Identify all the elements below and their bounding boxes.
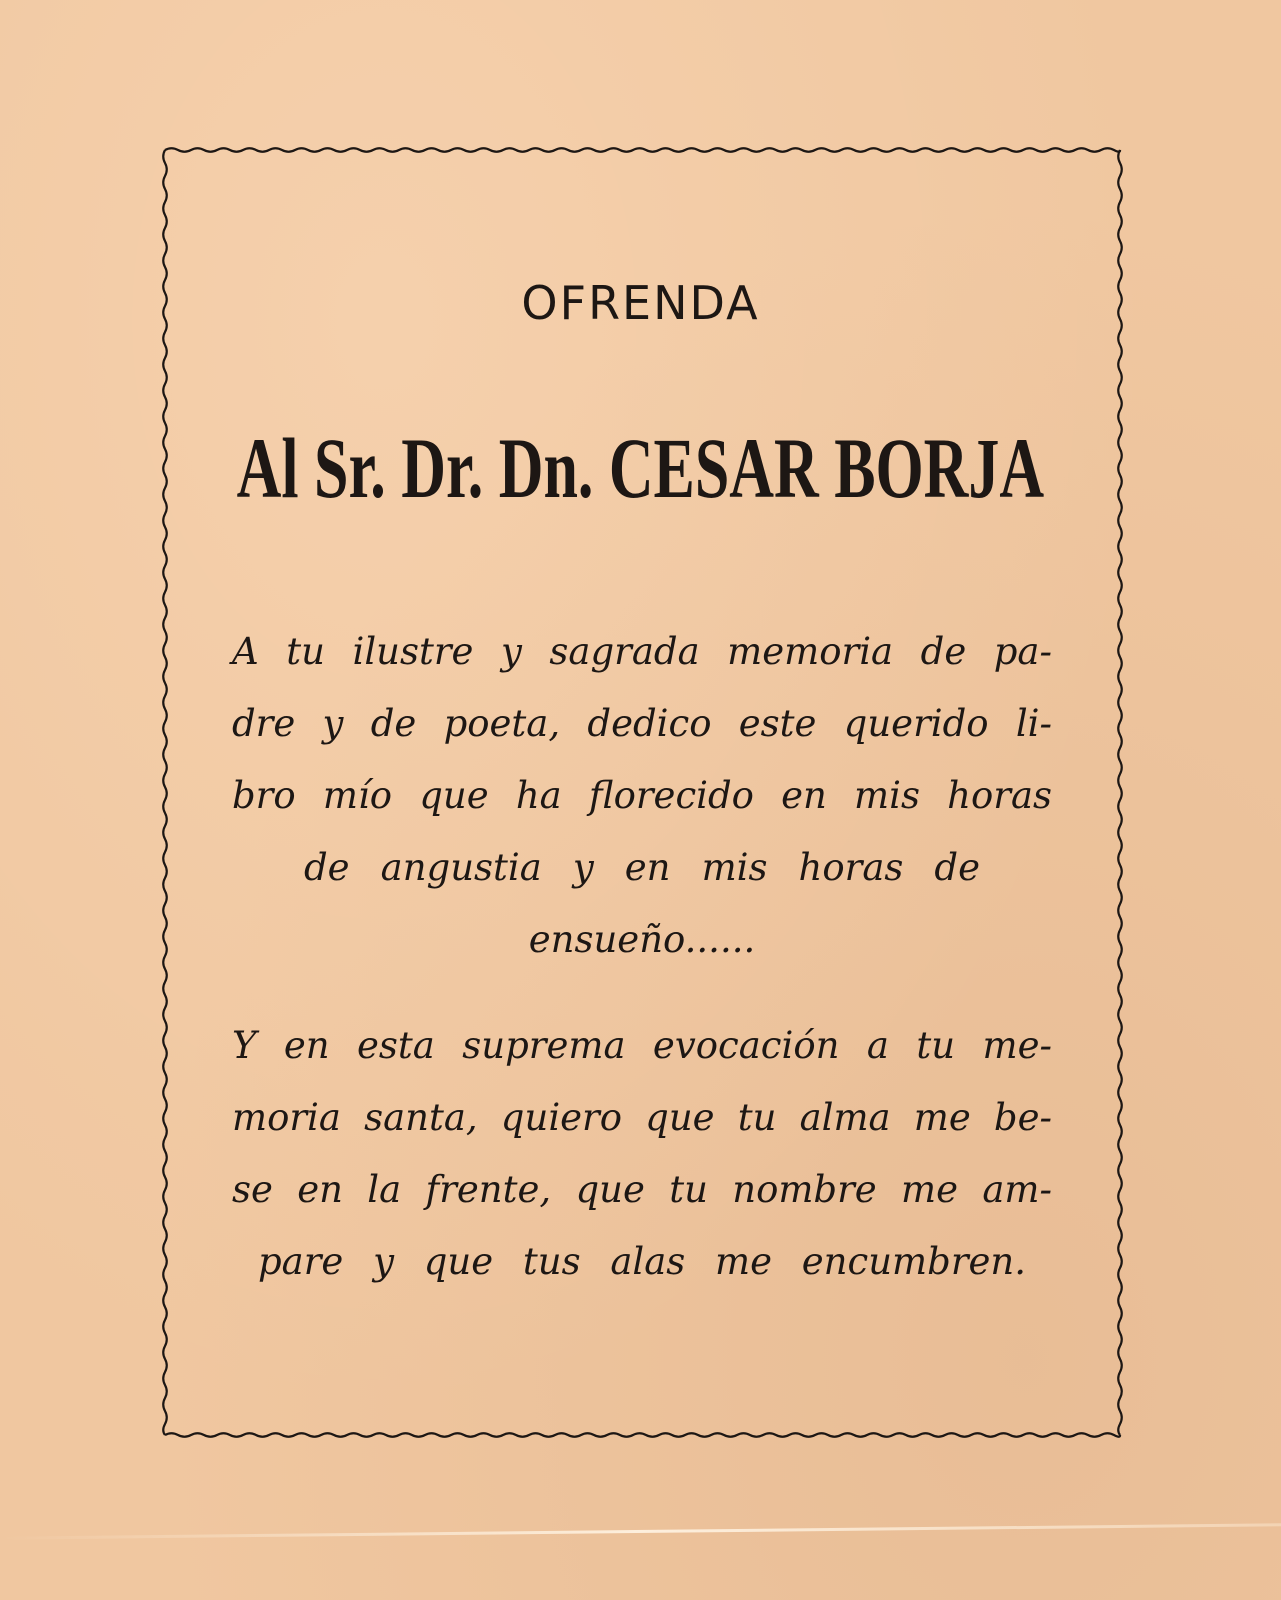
paragraph-1-line: bro mío que ha florecido en mis horas — [232, 774, 1052, 817]
border-wavy-line — [163, 150, 167, 1435]
dedication-paragraph-1 — [232, 616, 1052, 976]
page-title: OFRENDA — [521, 276, 760, 330]
paragraph-2-line: moria santa, quiero que tu alma me be- — [232, 1096, 1052, 1139]
border-wavy-line — [165, 1433, 1120, 1437]
paragraph-1-line: dre y de poeta, dedico este querido li- — [232, 702, 1052, 745]
dedication-paragraph-2 — [232, 1010, 1052, 1298]
paragraph-1-line: de angustia y en mis horas de — [304, 846, 980, 889]
paragraph-2-line: Y en esta suprema evocación a tu me- — [232, 1024, 1052, 1067]
paragraph-2-line: pare y que tus alas me encumbren. — [258, 1240, 1026, 1283]
dedicatee-name: Al Sr. Dr. Dn. CESAR BORJA — [236, 420, 1045, 516]
border-wavy-line — [165, 148, 1120, 152]
border-wavy-line — [1118, 150, 1122, 1435]
paragraph-1-line: A tu ilustre y sagrada memoria de pa- — [232, 630, 1052, 673]
paragraph-1-line: ensueño...... — [528, 918, 756, 961]
paragraph-2-line: se en la frente, que tu nombre me am- — [232, 1168, 1052, 1211]
